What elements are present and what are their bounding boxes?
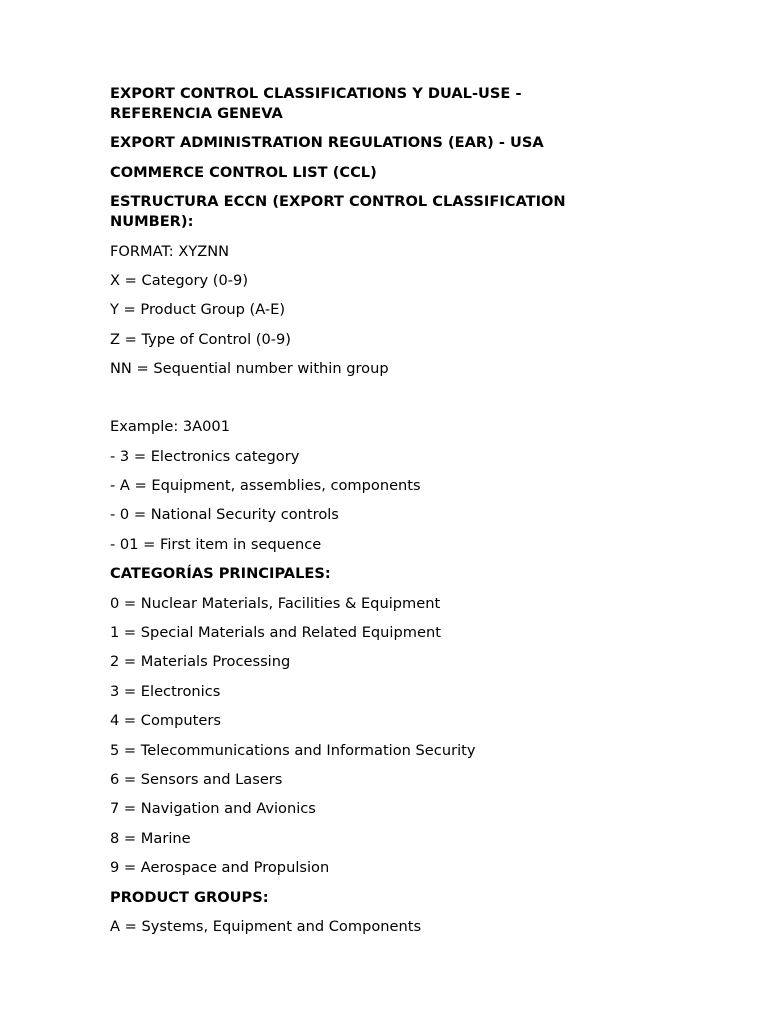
product-groups-heading: PRODUCT GROUPS: (110, 888, 269, 906)
example-line: Example: 3A001 (110, 418, 230, 436)
document-title: EXPORT CONTROL CLASSIFICATIONS Y DUAL-USE - REFERENCIA GENEVA (110, 85, 527, 122)
category-item: 9 = Aerospace and Propulsion (110, 859, 330, 877)
product-group-item: A = Systems, Equipment and Components (110, 917, 422, 935)
example-line: - 0 = National Security controls (110, 506, 339, 524)
format-line: X = Category (0-9) (110, 271, 249, 289)
category-item: 4 = Computers (110, 712, 221, 730)
categories-heading: CATEGORÍAS PRINCIPALES: (110, 565, 331, 583)
format-line: NN = Sequential number within group (110, 360, 389, 378)
category-item: 6 = Sensors and Lasers (110, 771, 283, 788)
category-item: 3 = Electronics (110, 682, 221, 700)
ear-heading: EXPORT ADMINISTRATION REGULATIONS (EAR) - USA (110, 134, 544, 152)
category-item: 7 = Navigation and Avionics (110, 800, 316, 818)
category-item: 5 = Telecommunications and Information Security (110, 741, 476, 759)
category-item: 0 = Nuclear Materials, Facilities & Equipment (110, 594, 441, 612)
category-item: 8 = Marine (110, 829, 191, 847)
format-line: Z = Type of Control (0-9) (110, 330, 291, 348)
format-line: FORMAT: XYZNN (110, 242, 230, 260)
blank-line (110, 389, 610, 418)
example-line: - 01 = First item in sequence (110, 535, 322, 553)
category-item: 2 = Materials Processing (110, 653, 291, 671)
example-line: - 3 = Electronics category (110, 447, 300, 465)
format-line: Y = Product Group (A-E) (110, 301, 286, 319)
example-line: - A = Equipment, assemblies, components (110, 477, 421, 495)
document-page (110, 84, 610, 946)
ccl-heading: COMMERCE CONTROL LIST (CCL) (110, 163, 377, 181)
category-item: 1 = Special Materials and Related Equipment (110, 624, 441, 642)
eccn-structure-heading: ESTRUCTURA ECCN (EXPORT CONTROL CLASSIFICATION NUMBER): (110, 193, 571, 231)
